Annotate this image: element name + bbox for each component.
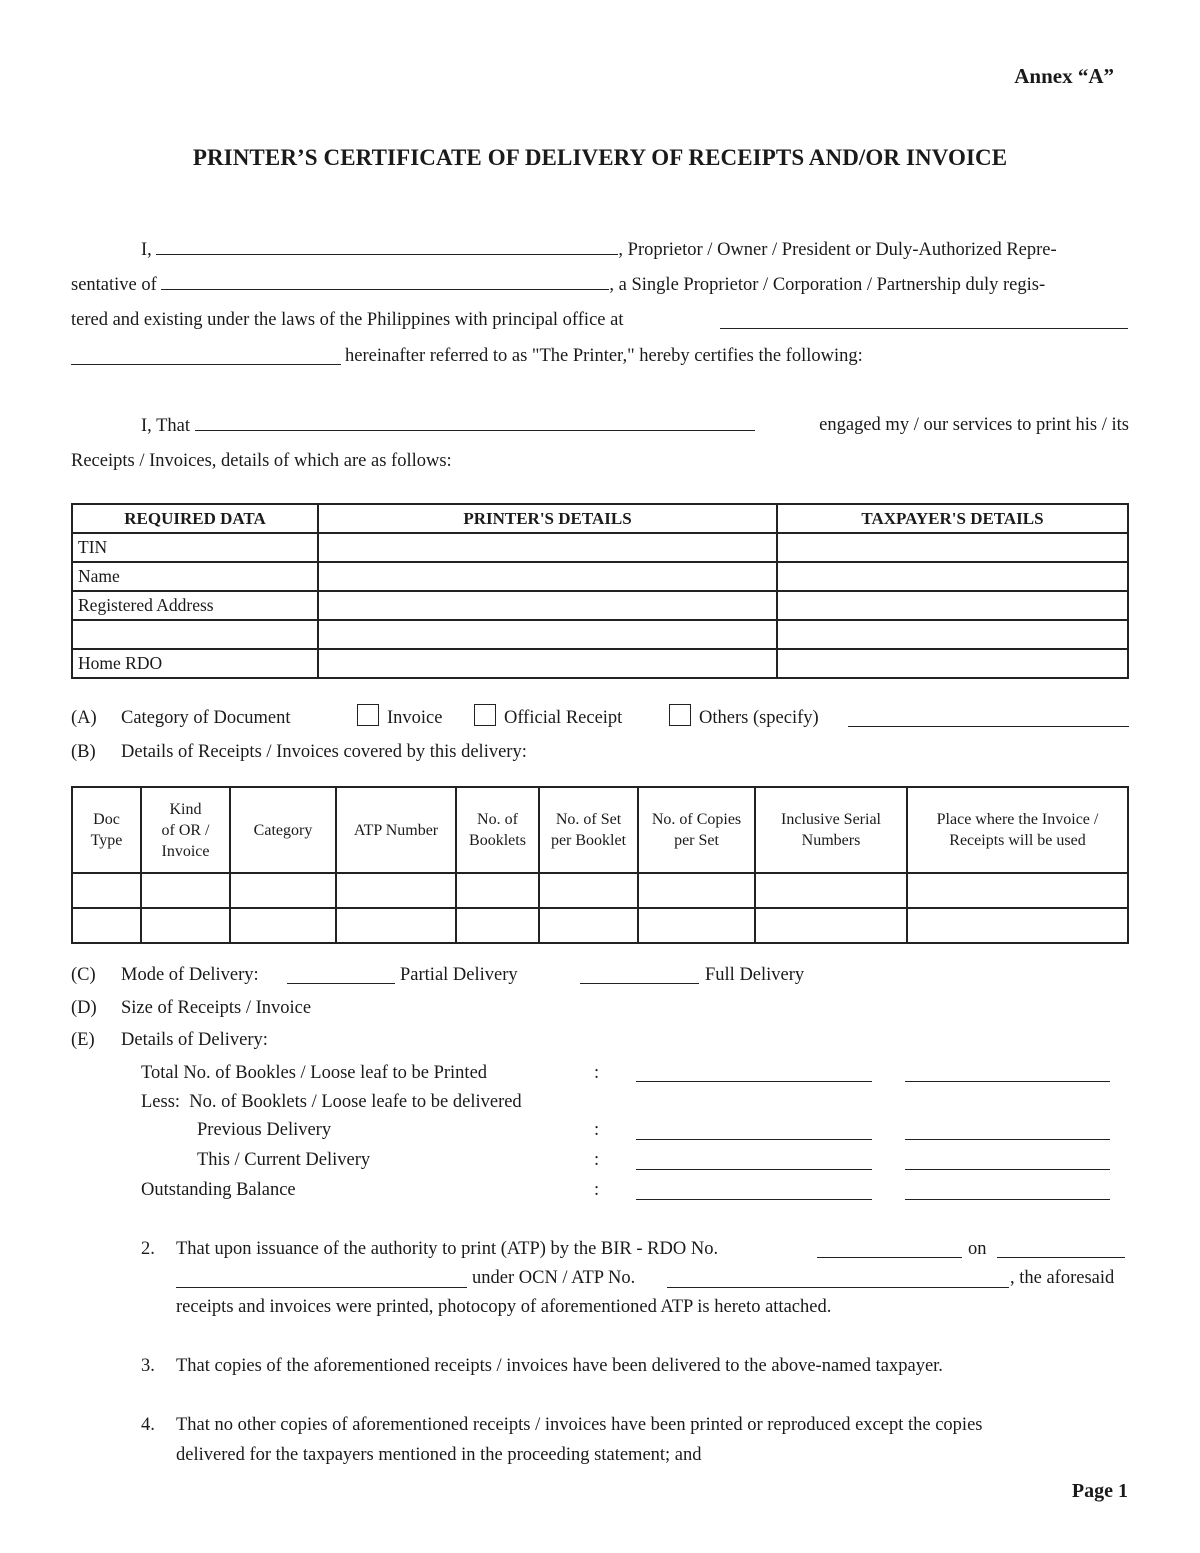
row-label [72, 620, 318, 649]
item-2-under-ocn: under OCN / ATP No. [472, 1268, 636, 1288]
table-cell[interactable] [638, 873, 755, 908]
table-row [72, 533, 1128, 562]
intro-line-6: Receipts / Invoices, details of which are as follows: [71, 451, 452, 471]
item-4-line-2: delivered for the taxpayers mentioned in the proceeding statement; and [176, 1445, 702, 1465]
table-cell[interactable] [907, 873, 1128, 908]
official-receipt-checkbox[interactable] [474, 704, 496, 726]
col-serial-numbers: Inclusive Serial Numbers [755, 787, 907, 873]
col-doc-type: Doc Type [72, 787, 141, 873]
colon: : [594, 1120, 600, 1140]
total-booklets-label: Total No. of Bookles / Loose leaf to be Printed [141, 1063, 488, 1083]
office-address-blank-2[interactable] [71, 364, 341, 365]
option-official-receipt[interactable] [474, 704, 622, 730]
intro-entity-type: , a Single Proprietor / Corporation / Partnership duly regis- [609, 275, 1046, 295]
item-3-number: 3. [141, 1356, 155, 1376]
col-taxpayers-details: TAXPAYER'S DETAILS [777, 504, 1128, 533]
col-printers-details: PRINTER'S DETAILS [318, 504, 777, 533]
invoice-checkbox[interactable] [357, 704, 379, 726]
col-booklets: No. of Booklets [456, 787, 539, 873]
item-2-number: 2. [141, 1239, 155, 1259]
table-cell[interactable] [456, 873, 539, 908]
outstanding-blank-2[interactable] [905, 1199, 1110, 1200]
section-d-label: Size of Receipts / Invoice [121, 998, 312, 1018]
outstanding-balance-label: Outstanding Balance [141, 1180, 296, 1200]
printer-cell[interactable] [318, 533, 777, 562]
table-header-row [72, 504, 1128, 533]
full-delivery-blank[interactable] [580, 983, 699, 984]
table-cell[interactable] [456, 908, 539, 943]
page-title: PRINTER’S CERTIFICATE OF DELIVERY OF RECEIPTS AND/OR INVOICE [192, 145, 1008, 170]
intro-that: I, That [141, 416, 190, 436]
section-a-label: Category of Document [121, 708, 291, 728]
annex-label: Annex “A” [1014, 64, 1114, 88]
colon: : [594, 1180, 600, 1200]
less-label: Less: No. of Booklets / Loose leafe to be delivered [141, 1092, 522, 1112]
table-row [72, 908, 1128, 943]
taxpayer-cell[interactable] [777, 620, 1128, 649]
item-3-text: That copies of the aforementioned receipts / invoices have been delivered to the above-named taxpayer. [176, 1356, 943, 1376]
receipts-details-table [71, 786, 1129, 944]
table-cell[interactable] [141, 873, 230, 908]
intro-line-3: tered and existing under the laws of the Philippines with principal office at [71, 310, 624, 330]
taxpayer-cell[interactable] [777, 562, 1128, 591]
intro-line-2 [71, 272, 1129, 297]
table-cell[interactable] [336, 873, 456, 908]
section-b-label: Details of Receipts / Invoices covered by this delivery: [121, 742, 527, 762]
item-2-line-1: That upon issuance of the authority to print (ATP) by the BIR - RDO No. [176, 1239, 719, 1259]
option-invoice[interactable] [357, 704, 442, 730]
section-c-marker: (C) [71, 965, 96, 985]
table-cell[interactable] [141, 908, 230, 943]
office-address-blank[interactable] [720, 328, 1128, 329]
col-copies-per-set: No. of Copies per Set [638, 787, 755, 873]
intro-line-5 [71, 413, 1129, 438]
table-cell[interactable] [72, 873, 141, 908]
rdo-number-blank[interactable] [817, 1257, 962, 1258]
total-blank-1[interactable] [636, 1081, 872, 1082]
table-cell[interactable] [539, 908, 638, 943]
intro-i: I, [141, 240, 152, 260]
taxpayer-cell[interactable] [777, 649, 1128, 678]
intro-role: , Proprietor / Owner / President or Duly-Authorized Repre- [618, 240, 1057, 260]
current-blank-2[interactable] [905, 1169, 1110, 1170]
item-2-on: on [968, 1239, 987, 1259]
row-label: Home RDO [72, 649, 318, 678]
item-4-line-1: That no other copies of aforementioned receipts / invoices have been printed or reproduced except the copies [176, 1415, 983, 1435]
official-receipt-label: Official Receipt [504, 708, 623, 728]
atp-date-blank[interactable] [997, 1257, 1125, 1258]
colon: : [594, 1150, 600, 1170]
table-cell[interactable] [230, 873, 336, 908]
table-cell[interactable] [755, 873, 907, 908]
row-label: TIN [72, 533, 318, 562]
partial-delivery-blank[interactable] [287, 983, 395, 984]
col-sets-per-booklet: No. of Set per Booklet [539, 787, 638, 873]
outstanding-blank-1[interactable] [636, 1199, 872, 1200]
intro-line-1 [71, 237, 1129, 262]
company-blank[interactable] [161, 272, 609, 290]
page-number: Page 1 [1071, 1480, 1128, 1502]
section-a-marker: (A) [71, 708, 97, 728]
taxpayer-blank[interactable] [195, 413, 755, 431]
intro-engaged: engaged my / our services to print his / its [819, 415, 1129, 435]
current-blank-1[interactable] [636, 1169, 872, 1170]
table-cell[interactable] [638, 908, 755, 943]
table-row [72, 591, 1128, 620]
table-cell[interactable] [336, 908, 456, 943]
printer-cell[interactable] [318, 649, 777, 678]
printer-cell[interactable] [318, 591, 777, 620]
col-place-used: Place where the Invoice / Receipts will be used [907, 787, 1128, 873]
previous-blank-1[interactable] [636, 1139, 872, 1140]
table-row [72, 649, 1128, 678]
intro-line-4: hereinafter referred to as "The Printer," hereby certifies the following: [345, 346, 863, 366]
section-e-label: Details of Delivery: [121, 1030, 268, 1050]
table-row [72, 873, 1128, 908]
table-cell[interactable] [907, 908, 1128, 943]
required-data-table [71, 503, 1129, 679]
item-2-line-3: receipts and invoices were printed, photocopy of aforementioned ATP is hereto attached. [176, 1297, 832, 1317]
others-label: Others (specify) [699, 708, 819, 728]
table-cell[interactable] [539, 873, 638, 908]
col-category: Category [230, 787, 336, 873]
printer-cell[interactable] [318, 562, 777, 591]
table-cell[interactable] [72, 908, 141, 943]
col-kind: Kind of OR / Invoice [141, 787, 230, 873]
table-row [72, 562, 1128, 591]
others-specify-blank[interactable] [848, 726, 1129, 727]
current-delivery-label: This / Current Delivery [197, 1150, 371, 1170]
invoice-label: Invoice [387, 708, 443, 728]
colon: : [594, 1063, 600, 1083]
col-required-data: REQUIRED DATA [72, 504, 318, 533]
option-others[interactable] [669, 704, 819, 730]
table-cell[interactable] [755, 908, 907, 943]
item-4-number: 4. [141, 1415, 155, 1435]
total-blank-2[interactable] [905, 1081, 1110, 1082]
row-label: Registered Address [72, 591, 318, 620]
table-row [72, 620, 1128, 649]
full-delivery-label: Full Delivery [705, 965, 805, 985]
col-atp-number: ATP Number [336, 787, 456, 873]
partial-delivery-label: Partial Delivery [400, 965, 518, 985]
name-blank[interactable] [156, 237, 618, 255]
intro-representative-of: sentative of [71, 275, 157, 295]
section-c-label: Mode of Delivery: [121, 965, 259, 985]
previous-blank-2[interactable] [905, 1139, 1110, 1140]
printer-cell[interactable] [318, 620, 777, 649]
atp-number-blank[interactable] [667, 1287, 1009, 1288]
item-2-aforesaid: , the aforesaid [1010, 1268, 1115, 1288]
table-cell[interactable] [230, 908, 336, 943]
table-header-row [72, 787, 1128, 873]
section-e-marker: (E) [71, 1030, 95, 1050]
others-checkbox[interactable] [669, 704, 691, 726]
taxpayer-cell[interactable] [777, 591, 1128, 620]
atp-date-blank-2[interactable] [176, 1287, 467, 1288]
taxpayer-cell[interactable] [777, 533, 1128, 562]
section-b-marker: (B) [71, 742, 96, 762]
section-d-marker: (D) [71, 998, 97, 1018]
row-label: Name [72, 562, 318, 591]
previous-delivery-label: Previous Delivery [197, 1120, 332, 1140]
